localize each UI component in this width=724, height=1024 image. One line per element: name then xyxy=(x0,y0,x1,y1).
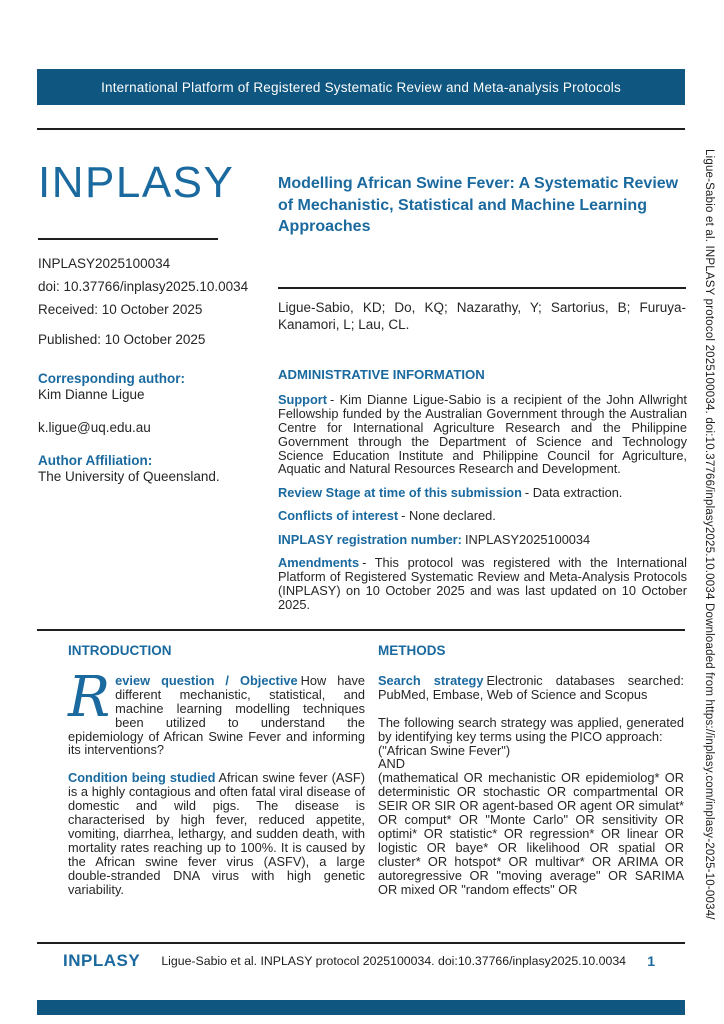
section-divider xyxy=(37,629,685,631)
registration-meta xyxy=(38,252,248,351)
amendments-text: - This protocol was registered with the International Platform of Registered Systematic Review and Meta-Analysis Protocols (INPLASY) on 10 October 2025 and was last updated on 10 October 2025. xyxy=(278,555,687,612)
search-term-line-1: ("African Swine Fever") xyxy=(378,742,511,758)
support-paragraph xyxy=(278,393,687,476)
introduction-section xyxy=(68,644,365,897)
admin-heading: ADMINISTRATIVE INFORMATION xyxy=(278,367,485,382)
author-list: Ligue-Sabio, KD; Do, KQ; Nazarathy, Y; Sartorius, B; Furuya-Kanamori, L; Lau, CL. xyxy=(278,300,686,332)
corresponding-author-name: Kim Dianne Ligue xyxy=(38,387,145,402)
affiliation-value: The University of Queensland. xyxy=(38,469,220,484)
condition-paragraph xyxy=(68,771,365,896)
support-label: Support xyxy=(278,391,328,407)
title-divider xyxy=(278,287,686,289)
review-question-label: eview question / Objective xyxy=(115,672,298,688)
contact-block xyxy=(38,371,263,485)
methods-heading: METHODS xyxy=(378,643,446,658)
registration-id: INPLASY2025100034 xyxy=(38,256,171,271)
review-stage-label: Review Stage at time of this submission xyxy=(278,484,522,500)
spacer xyxy=(68,757,365,771)
search-strategy-text: Electronic databases searched: PubMed, Embase, Web of Science and Scopus xyxy=(378,672,684,702)
inplasy-logo: INPLASY xyxy=(38,158,235,207)
introduction-heading: INTRODUCTION xyxy=(68,643,172,658)
search-term-block: (mathematical OR mechanistic OR epidemiolog* OR deterministic OR stochastic OR compartmental OR SEIR OR SIR OR agent-based OR agent OR simulat* OR comput* OR "Monte Carlo" OR sensitivity OR optimi* OR statistic* OR regression* OR linear OR logistic OR baye* OR likelihood OR spatial OR cluster* OR hotspot* OR multivar* OR ARIMA OR autoregressive OR "moving average" OR SARIMA OR mixed OR "random effects" OR xyxy=(378,770,684,897)
review-stage-paragraph xyxy=(278,486,687,500)
registration-value: INPLASY2025100034 xyxy=(464,531,591,547)
spacer xyxy=(378,702,684,716)
registration-label: INPLASY registration number: xyxy=(278,531,462,547)
footer-citation: Ligue-Sabio et al. INPLASY protocol 2025100034. doi:10.37766/inplasy2025.10.0034 xyxy=(161,954,627,968)
registration-paragraph xyxy=(278,533,687,547)
footer-divider xyxy=(37,942,685,944)
condition-text: African swine fever (ASF) is a highly contagious and often fatal viral disease of domestic and wild pigs. The disease is characterised by high fever, reduced appetite, vomiting, diarrhea, lethargy, and sudden death, with mortality rates reaching up to 100%. It is caused by the African swine fever virus (ASFV), a large double-stranded DNA virus with high genetic variability. xyxy=(68,770,365,897)
search-terms-intro: The following search strategy was applied, generated by identifying key terms using the PICO approach: xyxy=(378,714,684,744)
methods-section xyxy=(378,644,684,897)
page-number: 1 xyxy=(647,953,655,969)
sidebar-citation-text: Ligue-Sabio et al. INPLASY protocol 2025100034. doi:10.37766/inplasy2025.10.0034 Downloaded from https://inplasy.com/inplasy-2025-10-0034/ xyxy=(703,149,715,920)
published-date: Published: 10 October 2025 xyxy=(38,332,206,347)
conflicts-paragraph xyxy=(278,509,687,523)
review-stage-text: - Data extraction. xyxy=(524,484,623,500)
affiliation-label: Author Affiliation: xyxy=(38,453,153,468)
conflicts-label: Conflicts of interest xyxy=(278,508,399,524)
review-question-paragraph xyxy=(68,664,366,758)
search-strategy-label: Search strategy xyxy=(378,672,484,688)
spacer xyxy=(38,436,263,453)
footer-bar xyxy=(37,1000,685,1015)
platform-banner xyxy=(37,69,685,105)
header-divider xyxy=(37,128,685,130)
search-strategy-paragraph xyxy=(378,674,684,702)
amendments-label: Amendments xyxy=(278,555,360,571)
review-question-text: How have different mechanistic, statistical, and machine learning modelling techniques been utilized to understand the epidemiology of African Swine Fever and informing its interventions? xyxy=(68,672,366,758)
amendments-paragraph xyxy=(278,556,687,612)
footer-inplasy-logo: INPLASY xyxy=(63,951,141,970)
spacer xyxy=(38,403,263,420)
administrative-information-section xyxy=(278,368,687,621)
received-date: Received: 10 October 2025 xyxy=(38,302,203,317)
conflicts-text: - None declared. xyxy=(401,508,496,524)
condition-label: Condition being studied xyxy=(68,770,216,786)
dropcap-letter: R xyxy=(68,664,111,730)
platform-banner-text: International Platform of Registered Systematic Review and Meta-analysis Protocols xyxy=(101,79,621,95)
doi-line: doi: 10.37766/inplasy2025.10.0034 xyxy=(38,279,249,294)
article-title: Modelling African Swine Fever: A Systematic Review of Mechanistic, Statistical and Machine Learning Approaches xyxy=(278,175,679,235)
corresponding-author-label: Corresponding author: xyxy=(38,371,185,386)
search-term-line-2: AND xyxy=(378,756,406,772)
logo-underline xyxy=(38,238,218,240)
support-text: - Kim Dianne Ligue-Sabio is a recipient of the John Allwright Fellowship funded by the Australian Government through the Australian Centre for International Agriculture Research and the Philippine Government through the Department of Science and Technology Science Education Institute and Philippine Council for Agriculture, Aquatic and Natural Resources Research and Development. xyxy=(278,391,687,477)
page-footer xyxy=(63,951,655,971)
corresponding-author-email: k.ligue@uq.edu.au xyxy=(38,420,151,435)
